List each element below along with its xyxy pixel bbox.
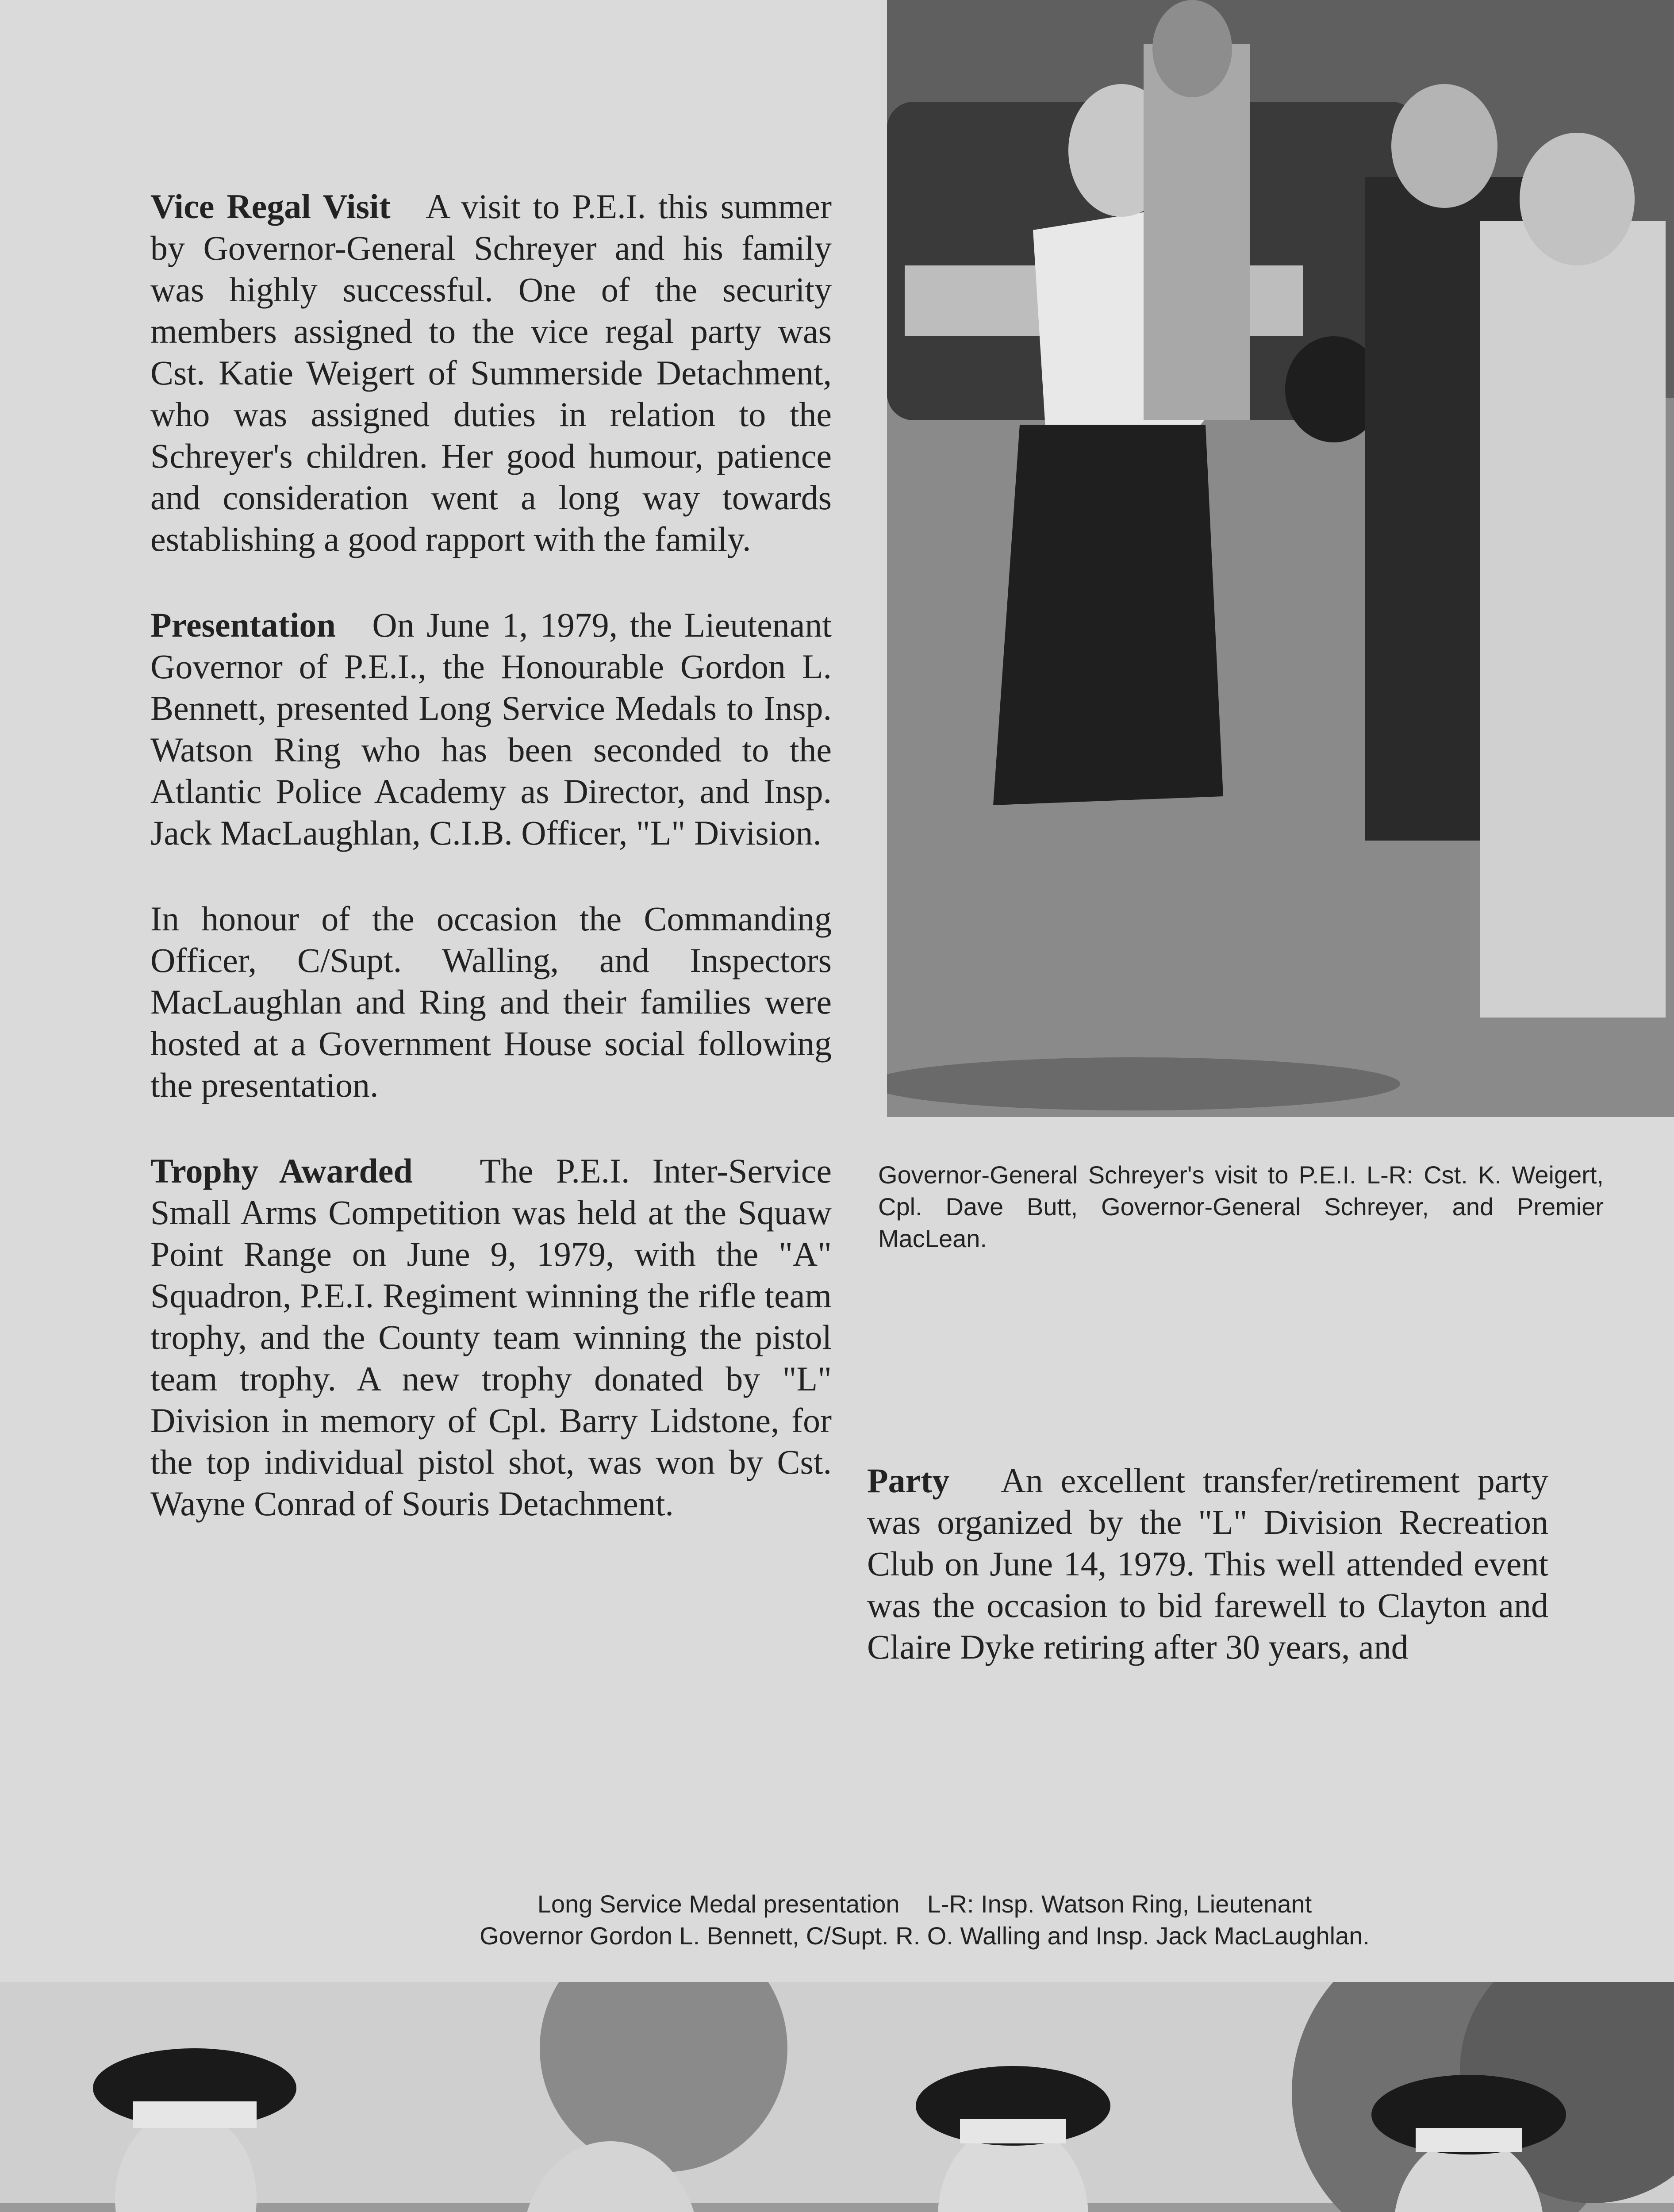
caption-bottom-line-1: Long Service Medal presentation L-R: Insp. Watson Ring, Lieutenant	[537, 1890, 1312, 1918]
text-honour: In honour of the occasion the Commanding Officer, C/Supt. Walling, and Inspectors MacLaughlan and Ring and their families were hosted at a Government House social following the presentation.	[150, 899, 832, 1104]
text-vice-regal: A visit to P.E.I. this summer by Governor-General Schreyer and his family was highly successful. One of the security members assigned to the vice regal party was Cst. Katie Weigert of Summerside Detachment, who was assigned duties in relation to the Schreyer's children. Her good humour, patience and consideration went a long way towards establishing a good rapport with the family.	[150, 187, 832, 558]
right-text-column	[867, 1460, 1548, 1668]
text-party: An excellent transfer/retirement party was organized by the "L" Division Recreation Club on June 14, 1979. This well attended event was the occasion to bid farewell to Clayton and Claire Dyke retiring after 30 years, and	[867, 1461, 1548, 1666]
caption-top-photo: Governor-General Schreyer's visit to P.E.I. L-R: Cst. K. Weigert, Cpl. Dave Butt, Governor-General Schreyer, and Premier MacLean.	[878, 1161, 1604, 1252]
caption-bottom-photo	[283, 1888, 1566, 1952]
text-trophy: The P.E.I. Inter-Service Small Arms Competition was held at the Squaw Point Range on June 9, 1979, with the "A" Squadron, P.E.I. Regiment winning the rifle team trophy, and the County team winning the pistol team trophy. A new trophy donated by "L" Division in memory of Cpl. Barry Lidstone, for the top individual pistol shot, was won by Cst. Wayne Conrad of Souris Detachment.	[150, 1152, 832, 1523]
caption-bottom-line-2: Governor Gordon L. Bennett, C/Supt. R. O. Walling and Insp. Jack MacLaughlan.	[480, 1922, 1370, 1950]
paragraph-honour	[150, 898, 832, 1106]
paragraph-presentation	[150, 604, 832, 854]
paragraph-vice-regal	[150, 186, 832, 560]
photo-long-service-medal-presentation	[0, 1982, 1674, 2212]
heading-vice-regal: Vice Regal Visit	[150, 187, 391, 226]
text-presentation: On June 1, 1979, the Lieutenant Governor of P.E.I., the Honourable Gordon L. Bennett, presented Long Service Medals to Insp. Watson Ring who has been seconded to the Atlantic Police Academy as Director, and Insp. Jack MacLaughlan, C.I.B. Officer, "L" Division.	[150, 606, 832, 852]
paragraph-trophy	[150, 1150, 832, 1525]
paragraph-party	[867, 1460, 1548, 1668]
heading-presentation: Presentation	[150, 606, 336, 644]
heading-party: Party	[867, 1461, 950, 1500]
heading-trophy: Trophy Awarded	[150, 1152, 413, 1190]
photo-governor-general-visit	[887, 0, 1674, 1117]
left-text-column	[150, 186, 832, 1569]
